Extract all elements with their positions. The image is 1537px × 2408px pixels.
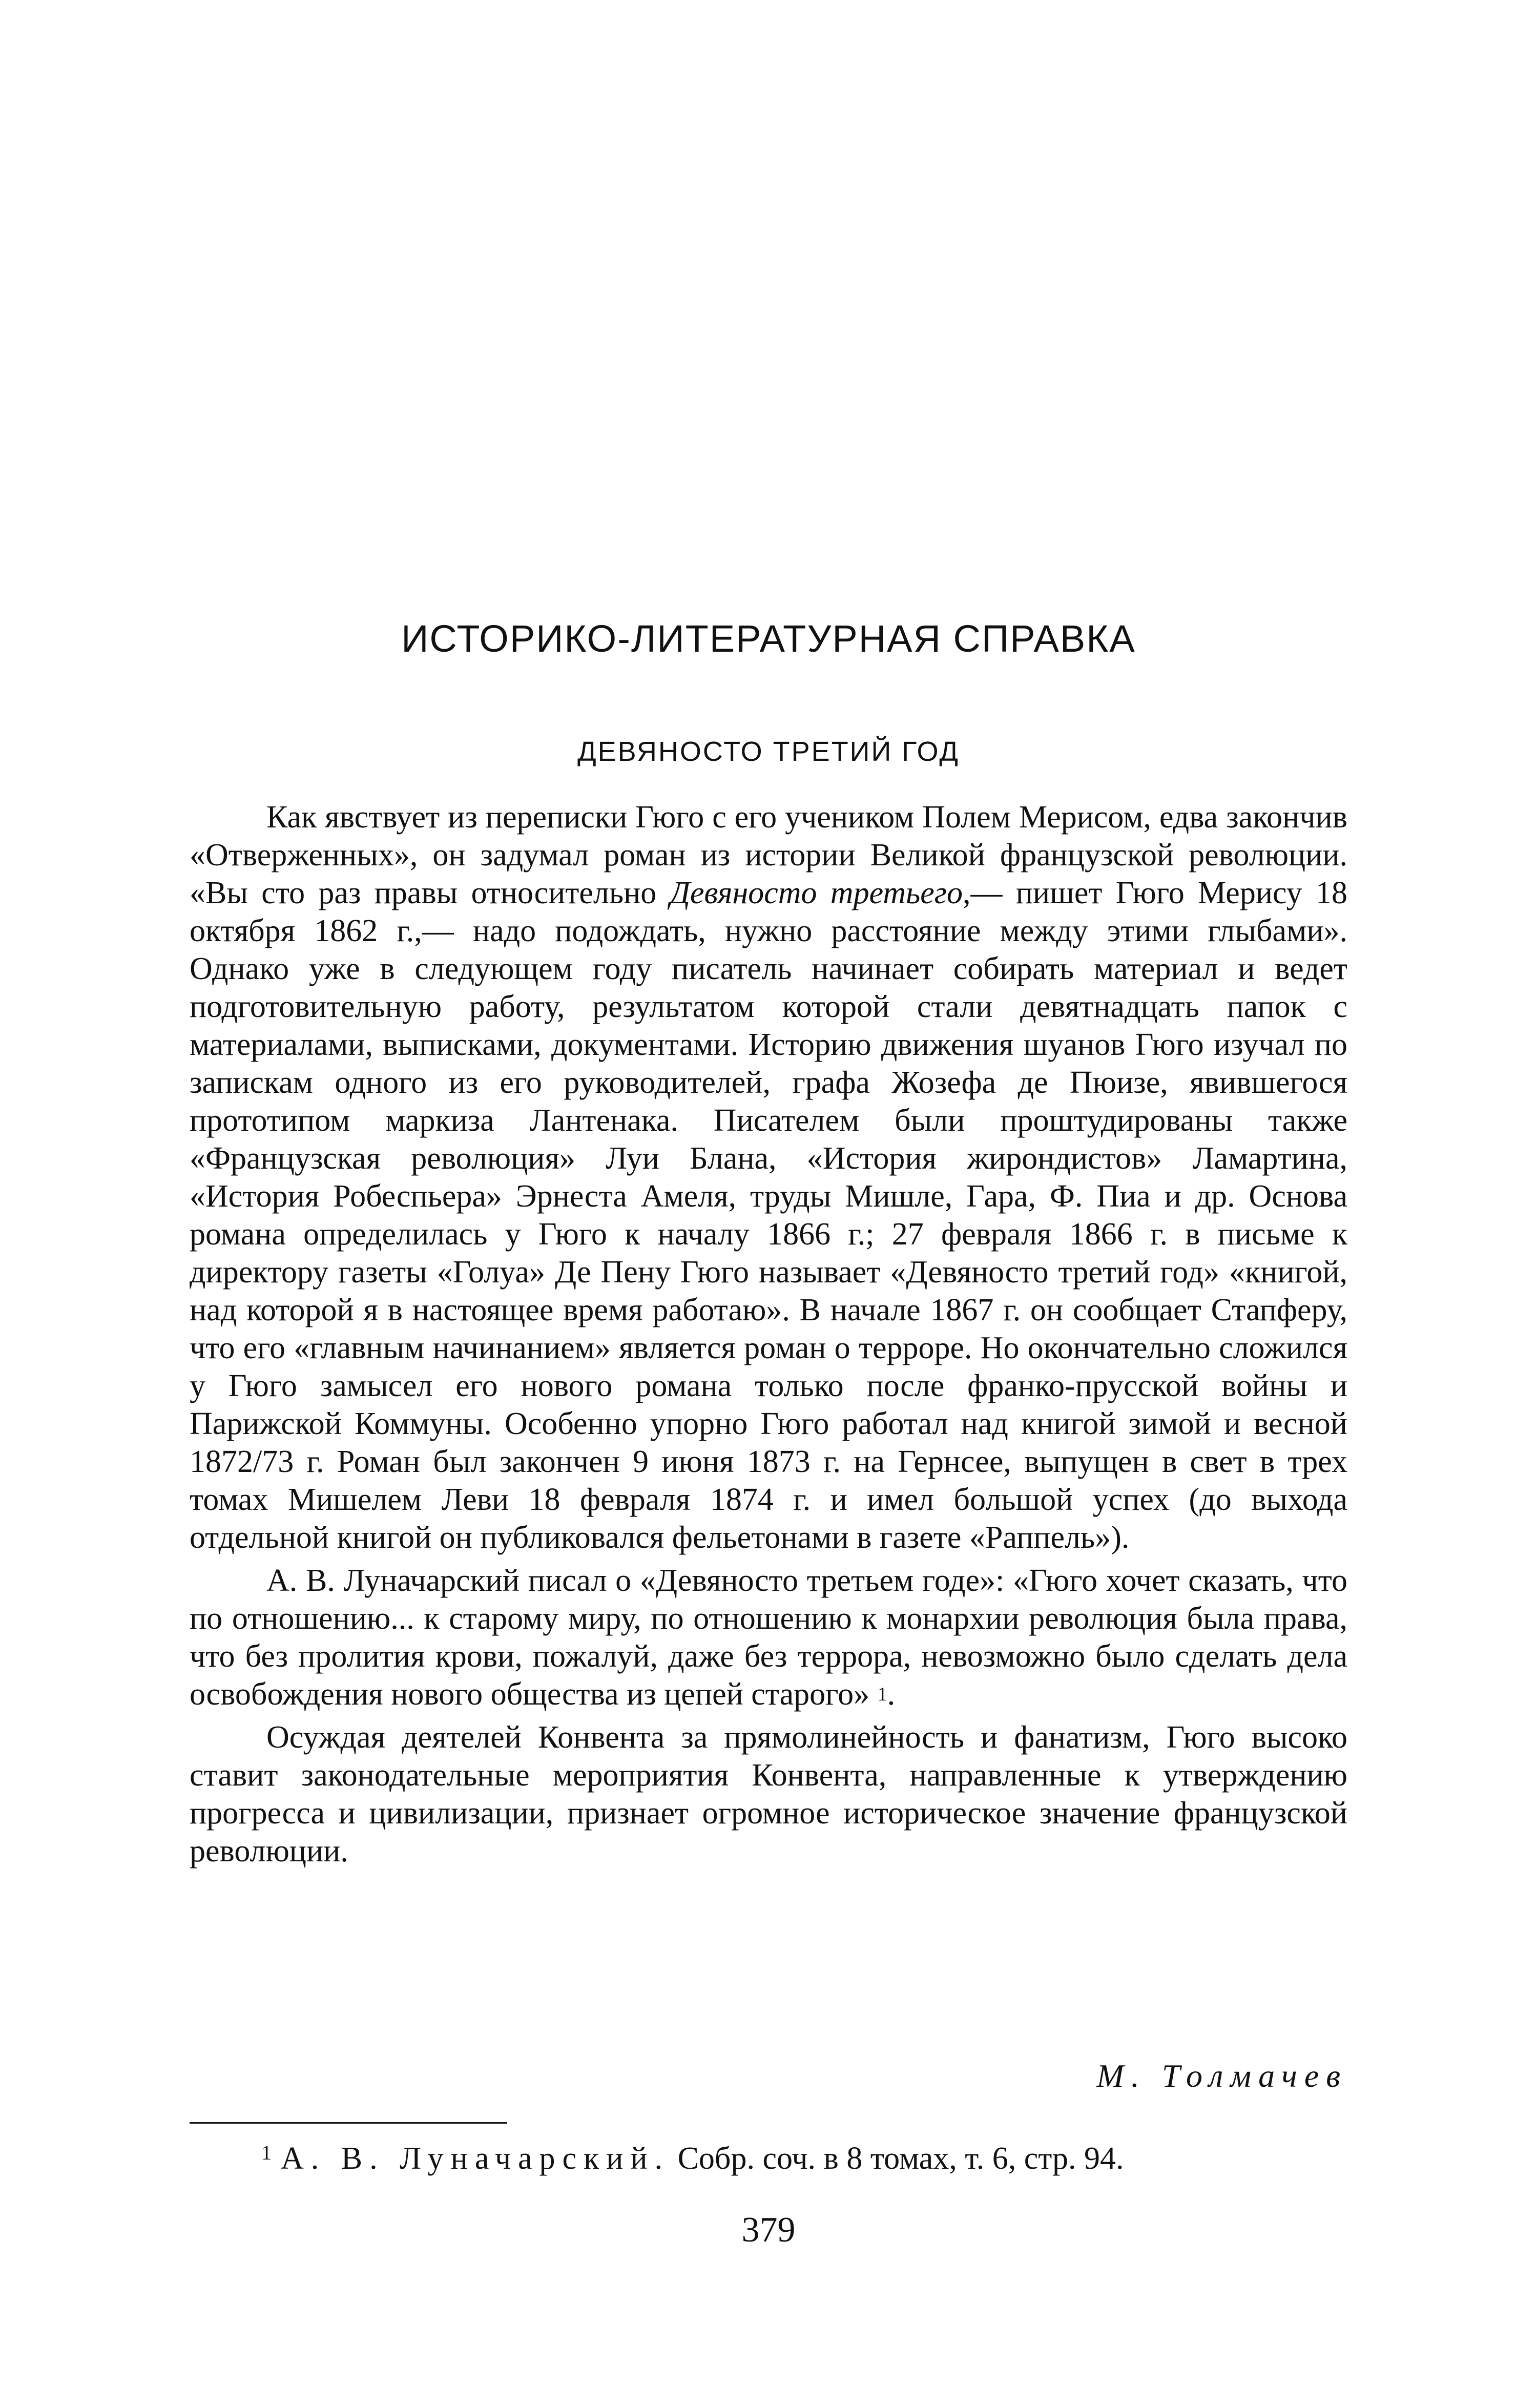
paragraph-history xyxy=(190,798,1347,1556)
paragraph-lunacharsky-text: А. В. Луначарский писал о «Девяносто третьем годе»: «Гюго хочет сказать, что по отношению... к старому миру, по отношению к монархии революция была права, что без пролития крови, пожалуй, даже без террора, невозможно было сделать дела освобождения нового общества из цепей старого» xyxy=(190,1563,1347,1712)
paragraph-lunacharsky-end: . xyxy=(887,1677,896,1712)
article-body xyxy=(190,798,1347,1870)
section-title: ДЕВЯНОСТО ТРЕТИЙ ГОД xyxy=(577,736,960,767)
footnote xyxy=(190,2143,1347,2174)
footnote-marker: 1 xyxy=(261,2141,272,2164)
footnote-reference[interactable]: 1 xyxy=(877,1684,887,1705)
footnote-divider xyxy=(190,2122,507,2124)
paragraph-history-intro: Как явствует из переписки Гюго с его учеником Полем Мерисом, едва закончив «Отверженных», он задумал роман из истории Великой французской революции. «Вы сто раз правы относительно xyxy=(190,800,1347,910)
paragraph-history-rest: ,— пишет Гюго Мерису 18 октября 1862 г.,— надо подождать, нужно расстояние между этими глыбами». Однако уже в следующем году писатель начинает собирать материал и ведет подготовительную работу, результатом которой стали девятнадцать папок с материалами, выписками, документами. Историю движения шуанов Гюго изучал по запискам одного из его руководителей, графа Жозефа де Пюизе, явившегося прототипом маркиза Лантенака. Писателем были проштудированы также «Французская революция» Луи Блана, «История жирондистов» Ламартина, «История Робеспьера» Эрнеста Амеля, труды Мишле, Гара, Ф. Пиа и др. Основа романа определилась у Гюго к началу 1866 г.; 27 февраля 1866 г. в письме к директору газеты «Голуа» Де Пену Гюго называет «Девяносто третий год» «книгой, над которой я в настоящее время работаю». В начале 1867 г. он сообщает Стапферу, что его «главным начинанием» является роман о терроре. Но окончательно сложился у Гюго замысел его нового романа только после франко-прусской войны и Парижской Коммуны. Особенно упорно Гюго работал над книгой зимой и весной 1872/73 г. Роман был закончен 9 июня 1873 г. на Гернсее, выпущен в свет в трех томах Мишелем Леви 18 февраля 1874 г. и имел большой успех (до выхода отдельной книгой он публиковался фельетонами в газете «Раппель»). xyxy=(190,876,1347,1555)
paragraph-lunacharsky xyxy=(190,1562,1347,1713)
author-signature: М. Толмачев xyxy=(1096,2058,1347,2094)
novel-title-italic: Девяносто третьего xyxy=(670,876,963,910)
footnote-author: А. В. Луначарский. xyxy=(281,2141,670,2176)
page-heading: ИСТОРИКО-ЛИТЕРАТУРНАЯ СПРАВКА xyxy=(401,617,1136,660)
page-number: 379 xyxy=(741,2210,796,2250)
footnote-citation: Собр. соч. в 8 томах, т. 6, стр. 94. xyxy=(670,2141,1124,2176)
paragraph-convention: Осуждая деятелей Конвента за прямолинейность и фанатизм, Гюго высоко ставит законодательные мероприятия Конвента, направленные к утверждению прогресса и цивилизации, признает огромное историческое значение французской революции. xyxy=(190,1720,1347,1869)
